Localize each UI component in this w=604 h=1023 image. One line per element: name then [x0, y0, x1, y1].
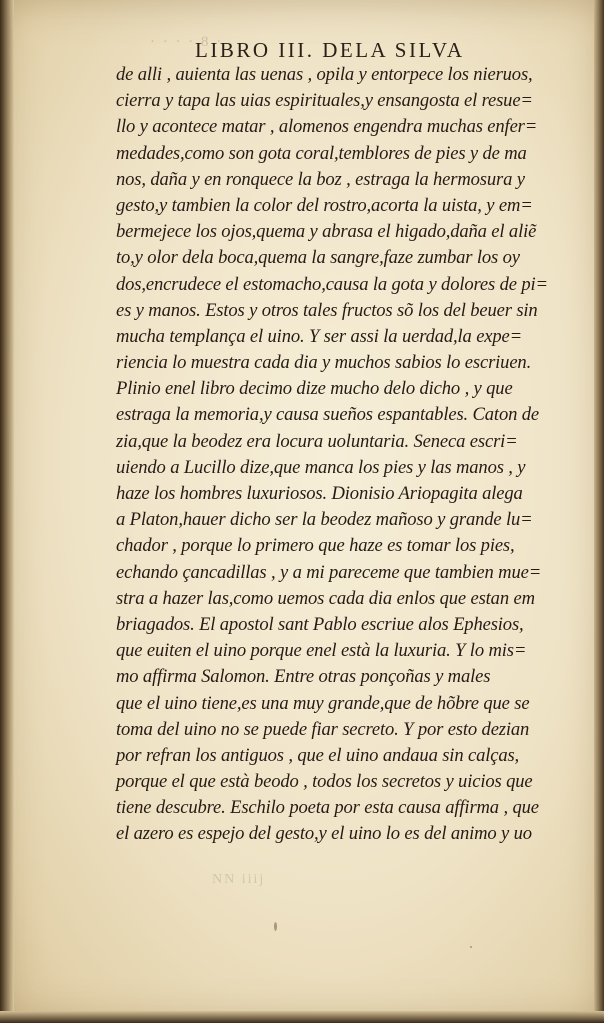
text-line: es y manos. Estos y otros tales fructos sõ los del beuer sin [116, 299, 538, 321]
text-line: medades,como son gota coral,temblores de pies y de ma [116, 142, 527, 164]
bleed-through-signature: NN iiij [212, 872, 266, 887]
binding-gutter [0, 0, 14, 1023]
text-line: zia,que la beodez era locura uoluntaria. Seneca escri= [116, 430, 518, 452]
text-line: por refran los antiguos , que el uino andaua sin calças, [116, 744, 520, 766]
text-line: gesto,y tambien la color del rostro,acorta la uista, y em= [116, 194, 533, 216]
text-line: mo affirma Salomon. Entre otras ponçoñas y males [116, 666, 491, 688]
text-line: bermejece los ojos,quema y abrasa el higado,daña el aliẽ [116, 221, 537, 243]
text-line: tiene descubre. Eschilo poeta por esta causa affirma , que [116, 797, 539, 819]
text-line: de alli , auienta las uenas , opila y entorpece los nieruos, [116, 64, 533, 85]
text-line: el azero es espejo del gesto,y el uino lo es del animo y uo [116, 823, 532, 845]
text-line: haze los hombres luxuriosos. Dionisio Ariopagita alega [116, 483, 523, 504]
text-line: stra a hazer las,como uemos cada dia enlos que estan em [116, 587, 535, 609]
page-edge-bottom [0, 1011, 604, 1023]
text-line: Plinio enel libro decimo dize mucho delo dicho , y que [116, 378, 513, 400]
text-line: estraga la memoria,y causa sueños espantables. Caton de [116, 404, 539, 426]
body-text [116, 62, 576, 848]
text-line: dos,encrudece el estomacho,causa la gota y dolores de pi= [116, 273, 548, 295]
text-line: que el uino tiene,es una muy grande,que de hõbre que se [116, 692, 530, 714]
paper-speck [274, 922, 277, 931]
text-line: cierra y tapa las uias espirituales,y ensangosta el resue= [116, 90, 533, 112]
text-line: riencia lo muestra cada dia y muchos sabios lo escriuen. [116, 352, 532, 374]
text-line: que euiten el uino porque enel està la luxuria. Y lo mis= [116, 640, 527, 662]
text-line: toma del uino no se puede fiar secreto. Y por esto dezian [116, 718, 530, 740]
text-line: llo y acontece matar , alomenos engendra muchas enfer= [116, 116, 538, 138]
text-line: mucha templança el uino. Y ser assi la uerdad,la expe= [116, 325, 523, 347]
text-line: a Platon,hauer dicho ser la beodez mañoso y grande lu= [116, 509, 533, 531]
text-line: nos, daña y en ronquece la boz , estraga la hermosura y [116, 168, 525, 190]
text-line: uiendo a Lucillo dize,que manca los pies y las manos , y [116, 456, 526, 478]
paper-speck [470, 946, 472, 948]
text-line: porque el que està beodo , todos los secretos y uicios que [116, 771, 533, 793]
page-edge-right [594, 0, 604, 1023]
running-head: LIBRO III. DELA SILVA [195, 38, 465, 62]
bleed-through-top: · · · · 8 · [150, 34, 224, 50]
text-line: to,y olor dela boca,quema la sangre,faze zumbar los oy [116, 247, 520, 269]
text-line: echando çancadillas , y a mi pareceme que tambien mue= [116, 561, 542, 583]
text-line: briagados. El apostol sant Pablo escriue alos Ephesios, [116, 613, 524, 635]
text-line: chador , porque lo primero que haze es tomar los pies, [116, 535, 515, 557]
